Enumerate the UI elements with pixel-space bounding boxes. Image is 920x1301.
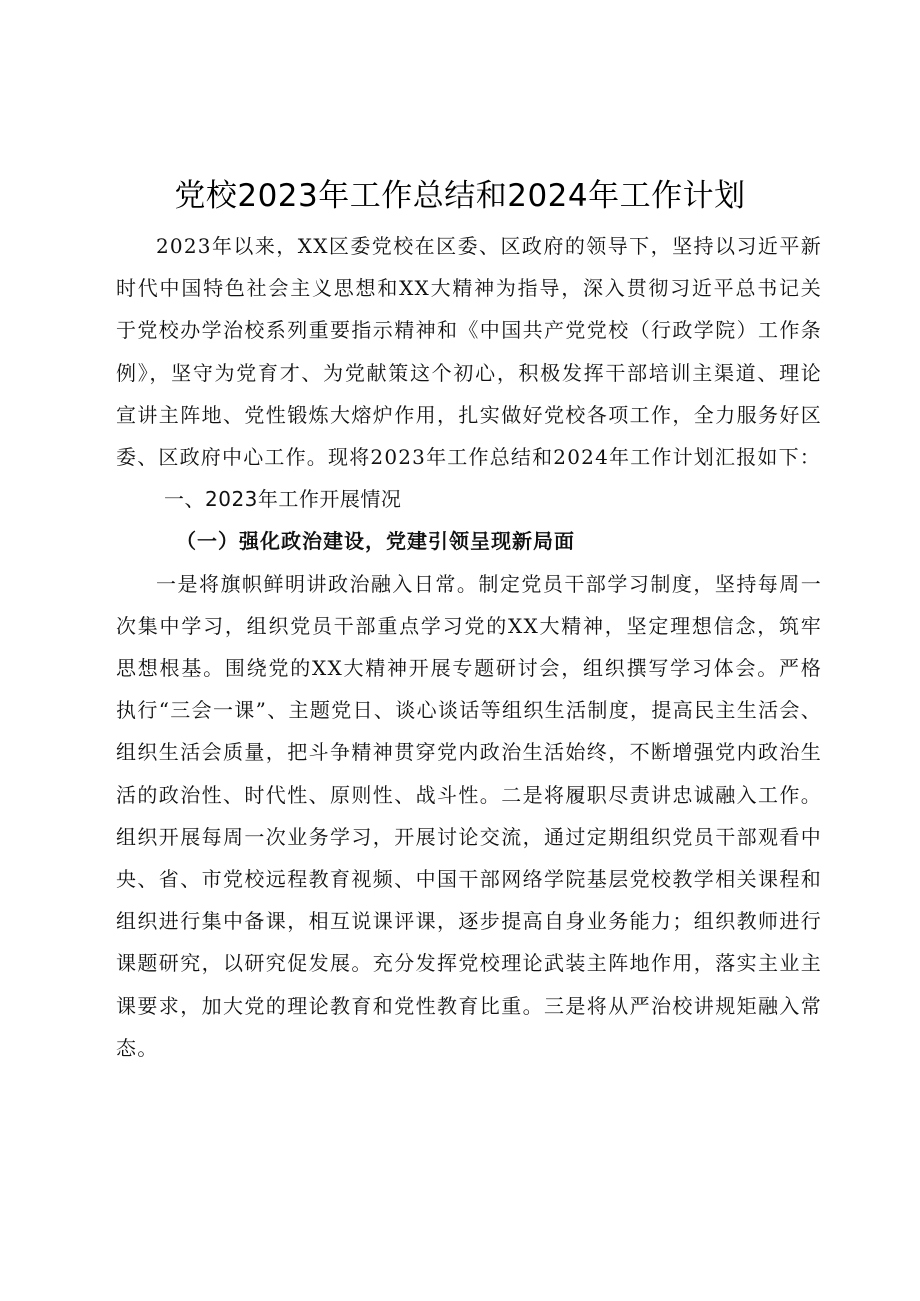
subsection-paragraph: 一是将旗帜鲜明讲政治融入日常。制定党员干部学习制度，坚持每周一次集中学习，组织党员干部重点学习党的XX大精神，坚定理想信念，筑牢思想根基。围绕党的XX大精神开展专题研讨会，组织撰写学习体会。严格执行“三会一课”、主题党日、谈心谈话等组织生活制度，提高民主生活会、组织生活会质量，把斗争精神贯穿党内政治生活始终，不断增强党内政治生活的政治性、时代性、原则性、战斗性。二是将履职尽责讲忠诚融入工作。组织开展每周一次业务学习，开展讨论交流，通过定期组织党员干部观看中央、省、市党校远程教育视频、中国干部网络学院基层党校教学相关课程和组织进行集中备课，相互说课评课，逐步提高自身业务能力；组织教师进行课题研究，以研究促发展。充分发挥党校理论武装主阵地作用，落实主业主课要求，加大党的理论教育和党性教育比重。三是将从严治校讲规矩融入常态。 [116,571,822,1060]
document-body [116,225,822,1069]
document-title: 党校2023年工作总结和2024年工作计划 [174,178,746,214]
intro-paragraph: 2023年以来，XX区委党校在区委、区政府的领导下，坚持以习近平新时代中国特色社会主义思想和XX大精神为指导，深入贯彻习近平总书记关于党校办学治校系列重要指示精神和《中国共产党党校（行政学院）工作条例》，坚守为党育才、为党献策这个初心，积极发挥干部培训主渠道、理论宣讲主阵地、党性锻炼大熔炉作用，扎实做好党校各项工作，全力服务好区委、区政府中心工作。现将2023年工作总结和2024年工作计划汇报如下： [116,234,822,470]
subsection-heading: （一）强化政治建设，党建引领呈现新局面 [176,529,575,554]
section-heading: 一、2023年工作开展情况 [164,487,402,512]
